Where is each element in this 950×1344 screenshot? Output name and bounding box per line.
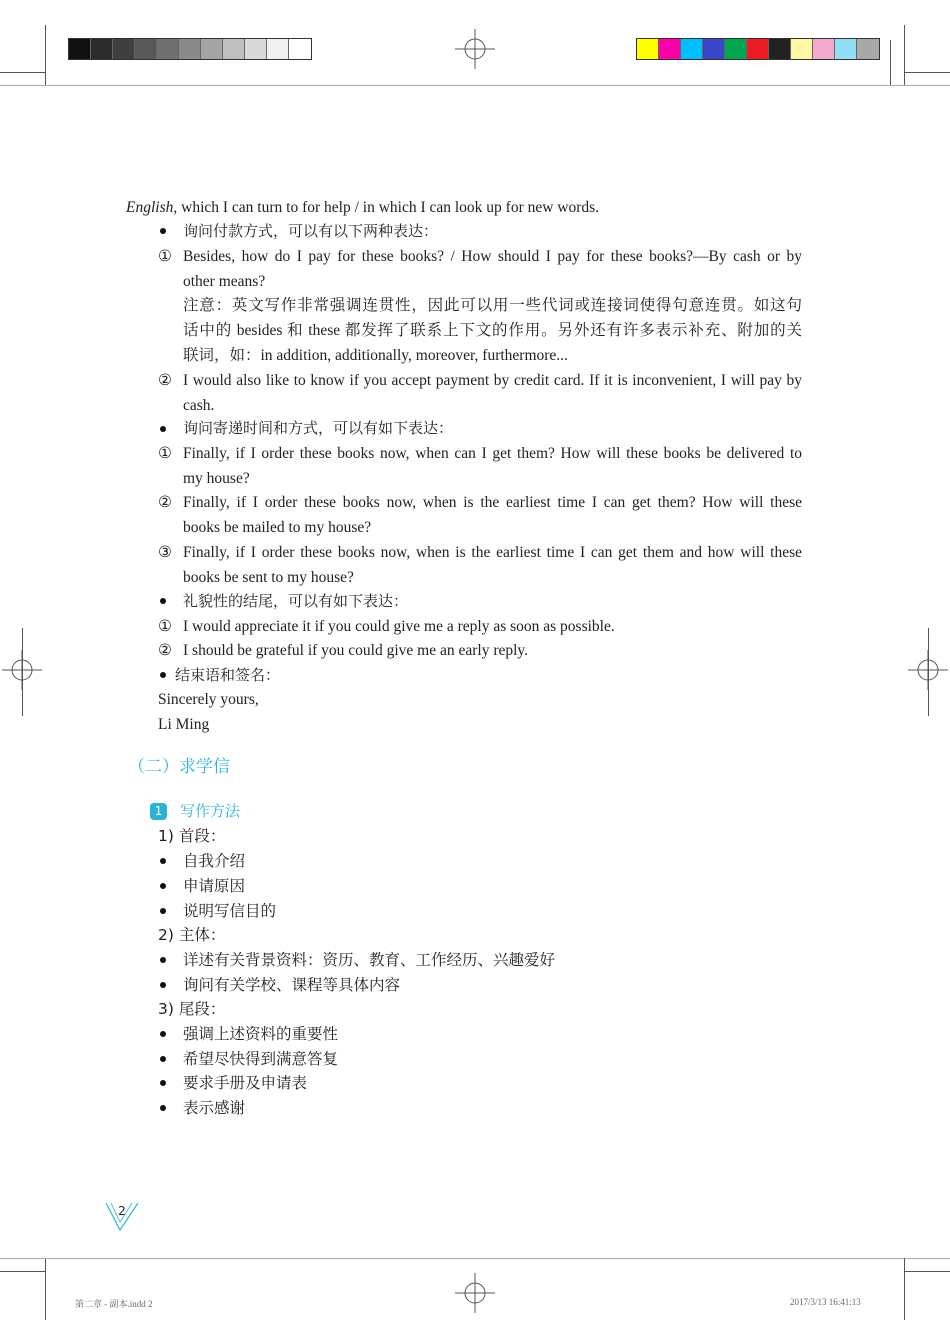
paragraph-label: 1) 首段：	[158, 827, 226, 845]
color-swatch	[267, 39, 289, 59]
paragraph-line: other means?	[183, 273, 266, 290]
bullet-icon	[160, 426, 166, 432]
crop-mark	[904, 25, 905, 85]
bullet-icon	[160, 908, 166, 914]
paragraph-line: I should be grateful if you could give me an early reply.	[183, 642, 529, 659]
bullet-icon	[160, 1080, 166, 1086]
trim-line	[0, 85, 950, 86]
color-swatch	[223, 39, 245, 59]
color-swatch	[135, 39, 157, 59]
number-badge: 1	[150, 803, 167, 820]
color-swatch	[113, 39, 135, 59]
section-heading: 询问寄递时间和方式，可以有如下表达：	[183, 419, 454, 437]
color-swatch	[747, 39, 769, 59]
bullet-icon	[160, 1105, 166, 1111]
crop-mark	[890, 40, 891, 85]
paragraph-label: 2) 主体：	[158, 926, 226, 944]
section-title: （二）求学信	[128, 757, 230, 777]
paragraph-label: 3) 尾段：	[158, 1000, 226, 1018]
color-swatch	[245, 39, 267, 59]
section-heading: 礼貌性的结尾，可以有如下表达：	[183, 592, 409, 610]
section-heading: 结束语和签名：	[175, 666, 281, 684]
paragraph-line: books be mailed to my house?	[183, 519, 372, 536]
color-swatch	[637, 39, 659, 59]
paragraph-line: cash.	[183, 397, 215, 414]
color-swatch	[69, 39, 91, 59]
list-item: 要求手册及申请表	[183, 1075, 308, 1092]
crop-mark	[905, 72, 950, 73]
crop-mark	[0, 72, 45, 73]
color-swatch	[201, 39, 223, 59]
note-line: 话中的 besides 和 these 都发挥了联系上下文的作用。另外还有许多表示补充、附加的关	[183, 322, 802, 339]
footer-filename: 第二章 - 副本.indd 2	[75, 1299, 153, 1309]
crop-mark	[905, 1271, 950, 1272]
footer-timestamp: 2017/3/13 16:41:13	[790, 1297, 861, 1307]
note-line: 联词，如：in addition, additionally, moreover, furthermore...	[183, 347, 568, 364]
color-swatch	[179, 39, 201, 59]
list-item: 询问有关学校、课程等具体内容	[183, 977, 401, 994]
item-number: ②	[158, 642, 172, 659]
list-item: 申请原因	[183, 878, 246, 895]
bullet-icon	[160, 858, 166, 864]
crop-mark	[0, 1271, 45, 1272]
crop-mark	[45, 1258, 46, 1320]
item-number: ②	[158, 372, 172, 389]
closing-line: Sincerely yours,	[158, 691, 259, 708]
grayscale-color-bar	[68, 38, 312, 60]
crop-mark	[928, 628, 929, 716]
item-number: ③	[158, 544, 172, 561]
paragraph-line: Besides, how do I pay for these books? / How should I pay for these books?—By cash or by	[183, 248, 802, 265]
list-item: 详述有关背景资料：资历、教育、工作经历、兴趣爱好	[183, 952, 556, 969]
color-swatch	[703, 39, 725, 59]
intro-line: English, which I can turn to for help / in which I can look up for new words.	[126, 199, 600, 216]
registration-mark-icon	[455, 29, 495, 69]
list-item: 强调上述资料的重要性	[183, 1026, 339, 1043]
item-number: ①	[158, 445, 172, 462]
bullet-icon	[160, 598, 166, 604]
trim-line	[0, 1258, 950, 1259]
bullet-icon	[160, 228, 166, 234]
crop-mark	[22, 628, 23, 716]
bullet-icon	[160, 672, 166, 678]
paragraph-line: books be sent to my house?	[183, 569, 354, 586]
color-swatch	[289, 39, 311, 59]
page-number: 2	[118, 1204, 126, 1218]
bullet-icon	[160, 1056, 166, 1062]
item-number: ②	[158, 494, 172, 511]
color-swatch	[769, 39, 791, 59]
paragraph-line: I would also like to know if you accept payment by credit card. If it is inconvenient, I will pay by	[183, 372, 802, 389]
color-swatch	[725, 39, 747, 59]
bullet-icon	[160, 957, 166, 963]
subsection-title: 写作方法	[180, 802, 241, 820]
color-swatch	[681, 39, 703, 59]
color-swatch	[813, 39, 835, 59]
bullet-icon	[160, 883, 166, 889]
color-swatch	[91, 39, 113, 59]
color-swatch	[857, 39, 879, 59]
crop-mark	[904, 1258, 905, 1320]
crop-mark	[45, 25, 46, 85]
list-item: 表示感谢	[183, 1100, 246, 1117]
paragraph-line: I would appreciate it if you could give me a reply as soon as possible.	[183, 618, 615, 635]
cmyk-color-bar	[636, 38, 880, 60]
bullet-icon	[160, 1031, 166, 1037]
item-number: ①	[158, 618, 172, 635]
signature: Li Ming	[158, 716, 210, 733]
note-line: 注意：英文写作非常强调连贯性，因此可以用一些代词或连接词使得句意连贯。如这句	[183, 297, 802, 314]
list-item: 希望尽快得到满意答复	[183, 1051, 339, 1068]
bullet-icon	[160, 982, 166, 988]
registration-mark-icon	[455, 1273, 495, 1313]
paragraph-line: Finally, if I order these books now, when is the earliest time I can get them? How will these	[183, 494, 802, 511]
color-swatch	[791, 39, 813, 59]
paragraph-line: Finally, if I order these books now, when can I get them? How will these books be delivered to	[183, 445, 802, 462]
color-swatch	[157, 39, 179, 59]
section-heading: 询问付款方式，可以有以下两种表达：	[183, 222, 439, 240]
item-number: ①	[158, 248, 172, 265]
list-item: 说明写信目的	[183, 903, 277, 920]
paragraph-line: Finally, if I order these books now, when is the earliest time I can get them and how will these	[183, 544, 802, 561]
color-swatch	[659, 39, 681, 59]
paragraph-line: my house?	[183, 470, 250, 487]
color-swatch	[835, 39, 857, 59]
list-item: 自我介绍	[183, 853, 246, 870]
